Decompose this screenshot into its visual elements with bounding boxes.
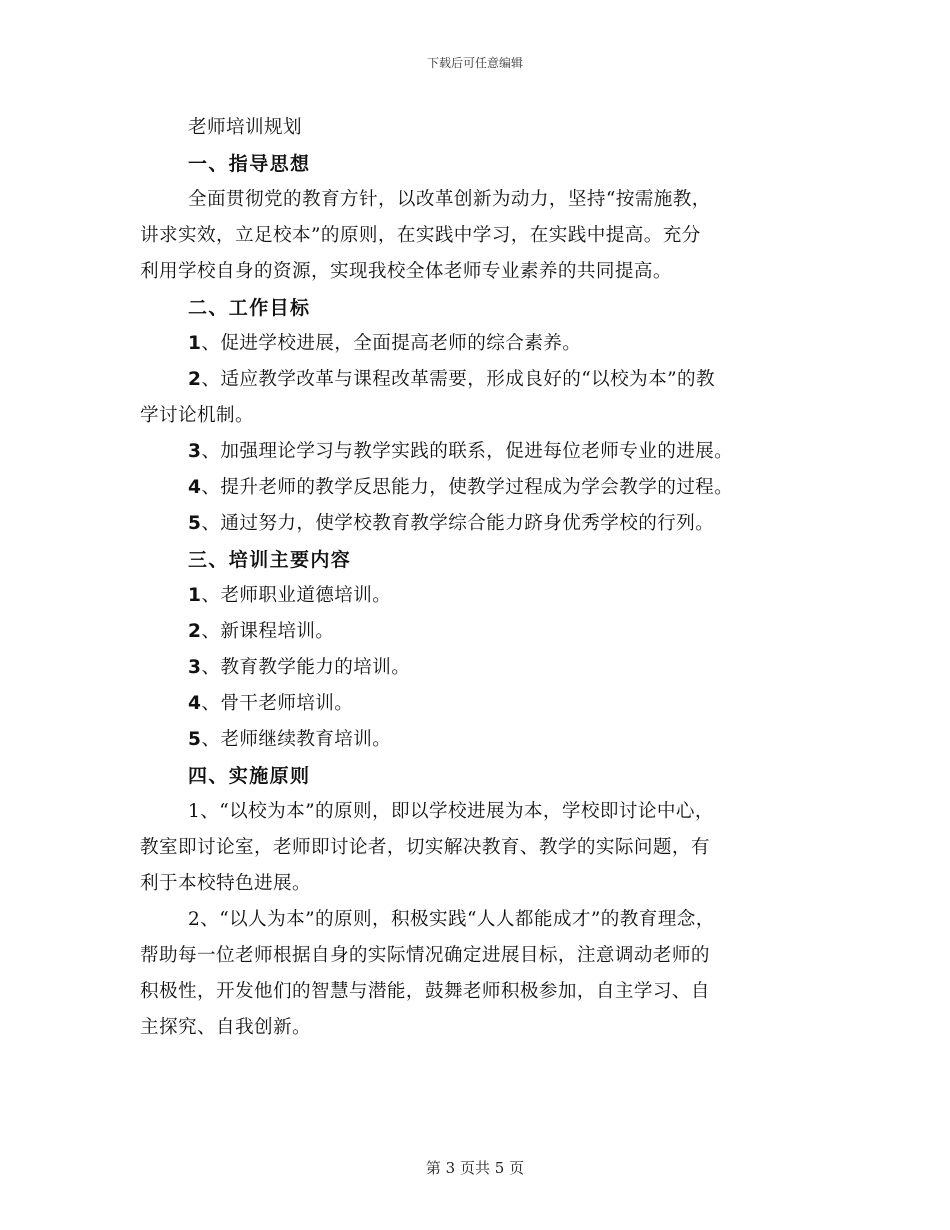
item-number: 1 — [188, 333, 202, 354]
item-text: 、提升老师的教学反思能力，使教学过程成为学会教学的过程。 — [201, 477, 734, 498]
list-item — [140, 470, 810, 506]
item-number: 3 — [188, 441, 202, 462]
document-body — [140, 110, 810, 1046]
document-title: 老师培训规划 — [188, 117, 302, 138]
item-text: 、促进学校进展，全面提高老师的综合素养。 — [201, 333, 582, 354]
list-item — [140, 722, 810, 758]
paragraph-line: 主探究、自我创新。 — [140, 1017, 311, 1038]
list-item — [140, 686, 810, 722]
section-heading-implementation-principles: 四、实施原则 — [188, 765, 311, 787]
list-item — [140, 362, 810, 398]
item-number: 2 — [188, 369, 202, 390]
item-text: 、加强理论学习与教学实践的联系，促进每位老师专业的进展。 — [201, 441, 734, 462]
item-continuation: 学讨论机制。 — [140, 405, 254, 426]
item-number: 5 — [188, 729, 202, 750]
section-heading-training-content: 三、培训主要内容 — [188, 549, 352, 571]
item-number: 4 — [188, 477, 202, 498]
list-item — [140, 326, 810, 362]
paragraph-line: 教室即讨论室，老师即讨论者，切实解决教育、教学的实际问题，有 — [140, 837, 710, 858]
section-heading-guiding-ideology: 一、指导思想 — [188, 153, 311, 175]
item-text: 、老师职业道德培训。 — [201, 585, 392, 606]
item-number: 2 — [188, 621, 202, 642]
list-item — [140, 650, 810, 686]
item-text: 、适应教学改革与课程改革需要，形成良好的“以校为本”的教 — [201, 369, 715, 390]
list-item — [140, 614, 810, 650]
section-heading-work-goals: 二、工作目标 — [188, 297, 311, 319]
list-item — [140, 578, 810, 614]
item-text: 、骨干老师培训。 — [201, 693, 354, 714]
item-number: 1 — [188, 585, 202, 606]
item-number: 4 — [188, 693, 202, 714]
page-header: 下载后可任意编辑 — [426, 56, 523, 70]
paragraph-line: 2、“以人为本”的原则，积极实践“人人都能成才”的教育理念， — [188, 909, 715, 930]
item-number: 5 — [188, 513, 202, 534]
item-number: 3 — [188, 657, 202, 678]
paragraph-line: 利用学校自身的资源，实现我校全体老师专业素养的共同提高。 — [140, 261, 672, 282]
item-text: 、通过努力，使学校教育教学综合能力跻身优秀学校的行列。 — [201, 513, 715, 534]
paragraph-line: 讲求实效，立足校本”的原则，在实践中学习，在实践中提高。充分 — [140, 225, 701, 246]
list-item — [140, 506, 810, 542]
paragraph-line: 积极性，开发他们的智慧与潜能，鼓舞老师积极参加，自主学习、自 — [140, 981, 710, 1002]
paragraph-line: 利于本校特色进展。 — [140, 873, 311, 894]
list-item — [140, 434, 810, 470]
item-text: 、老师继续教育培训。 — [201, 729, 392, 750]
item-text: 、教育教学能力的培训。 — [201, 657, 411, 678]
page-number: 第 3 页共 5 页 — [425, 1159, 525, 1177]
item-text: 、新课程培训。 — [201, 621, 335, 642]
paragraph-line: 1、“以校为本”的原则，即以学校进展为本，学校即讨论中心， — [188, 801, 714, 822]
paragraph-line: 帮助每一位老师根据自身的实际情况确定进展目标，注意调动老师的 — [140, 945, 710, 966]
paragraph-line: 全面贯彻党的教育方针，以改革创新为动力，坚持“按需施教， — [188, 189, 711, 210]
